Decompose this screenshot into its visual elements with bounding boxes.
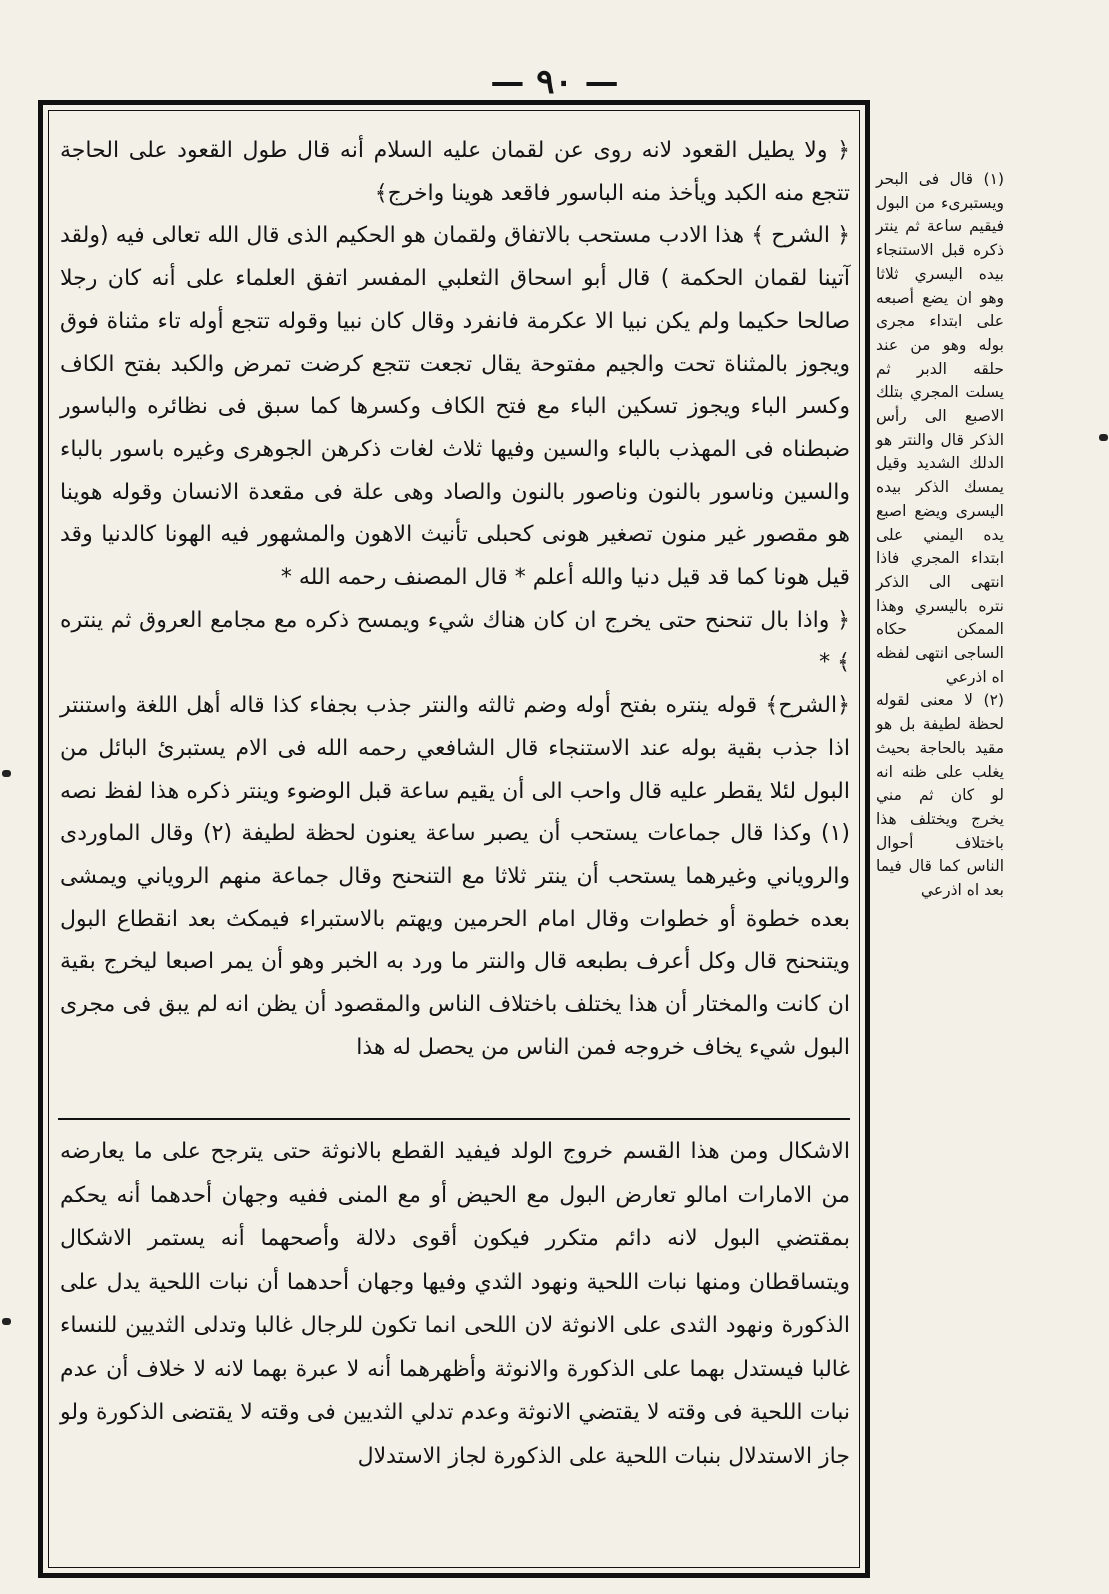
binding-hole-mark <box>1099 434 1108 441</box>
lower-commentary <box>60 1130 850 1478</box>
main-paragraph: ﴿الشرح﴾ قوله ينتره بفتح أوله وضم ثالثه والنتر جذب بجفاء كذا قاله أهل اللغة واستنتر اذا جذب بقية بوله عند الاستنجاء قال الشافعي رحمه الله فى الام يستبرئ البائل من البول لئلا يقطر عليه قال واحب الى أن يقيم ساعة قبل الوضوء وينتر ذكره هذا لفظ نصه (١) وكذا قال جماعات يستحب أن يصبر ساعة يعنون لحظة لطيفة (٢) وقال الماوردى والروياني وغيرهما يستحب أن ينتر ثلاثا مع التنحنح وقال جماعة منهم الروياني ويمشى بعده خطوة أو خطوات وقال امام الحرمين ويهتم بالاستبراء فيمكث بعد انقطاع البول ويتنحنح قال وكل أعرف بطبعه قال والنتر ما ورد به الخبر وهو أن يمر اصبعا ليخرج بقية ان كانت والمختار أن هذا يختلف باختلاف الناس والمقصود أن يظن انه لم يبق فى مجرى البول شيء يخاف خروجه فمن الناس من يحصل له هذا <box>60 693 850 1060</box>
page-number: — ٩٠ — <box>490 62 619 102</box>
margin-notes <box>876 168 1004 903</box>
main-paragraph: ﴿ الشرح ﴾ هذا الادب مستحب بالاتفاق ولقمان هو الحكيم الذى قال الله تعالى فيه (ولقد آتينا لقمان الحكمة ) قال أبو اسحاق الثعلبي المفسر اتفق العلماء على أنه كان رجلا صالحا حكيما ولم يكن نبيا الا عكرمة فانفرد وقال كان نبيا وقوله تتجع أوله تاء مثناة فوق ويجوز بالمثناة تحت والجيم مفتوحة يقال تجعت تتجع كرضت تمرض والكبد بفتح الكاف وكسر الباء ويجوز تسكين الباء مع فتح الكاف وكسرها كما سبق فى نظائره والباسور ضبطناه فى المهذب بالباء والسين وفيها ثلاث لغات ذكرهن الجوهرى وغيره باسور بالباء والسين وناسور بالنون وناصور بالنون والصاد وهى علة فى مقعدة الانسان وقوله هوينا هو مقصور غير منون تصغير هونى كحبلى تأنيث الاهون والمشهور فيه الهونا كالدنيا وقد قيل هونا كما قد قيل دنيا والله أعلم * قال المصنف رحمه الله * <box>60 223 850 591</box>
margin-note: (١) قال فى البحر ويستبرىء من البول فيقيم ساعة ثم ينتر ذكره قبل الاستنجاء بيده اليسري ثلاثا وهو ان يضع أصبعه على ابتداء مجرى بوله وهو من عند حلقه الدبر ثم يسلت المجري بتلك الاصبع الى رأس الذكر قال والنتر هو الدلك الشديد وقيل يمسك الذكر بيده اليسرى ويضع اصبع يده اليمني على ابتداء المجري فاذا انتهى الى الذكر نتره باليسري وهذا الممكن حكاه الساجى انتهى لفظه اه اذرعي <box>876 170 1004 686</box>
main-text <box>60 130 850 1069</box>
binding-hole-mark <box>2 1318 11 1325</box>
section-divider <box>58 1118 850 1120</box>
main-paragraph: ﴿ واذا بال تنحنح حتى يخرج ان كان هناك شيء ويمسح ذكره مع مجامع العروق ثم ينتره ﴾ * <box>60 607 850 676</box>
binding-hole-mark <box>2 770 11 777</box>
main-paragraph: ﴿ ولا يطيل القعود لانه روى عن لقمان عليه السلام أنه قال طول القعود على الحاجة تتجع منه الكبد ويأخذ منه الباسور فاقعد هوينا واخرج﴾ <box>60 138 850 206</box>
commentary-paragraph: الاشكال ومن هذا القسم خروج الولد فيفيد القطع بالانوثة حتى يترجح على ما يعارضه من الامارات امالو تعارض البول مع الحيض أو مع المنى ففيه وجهان أحدهما أنه يحكم بمقتضي البول لانه دائم متكرر فيكون أقوى دلالة وأصحهما أنه يستمر الاشكال ويتساقطان ومنها نبات اللحية ونهود الثدي وفيها وجهان أحدهما أن نبات اللحية يدل على الذكورة ونهود الثدى على الانوثة لان اللحى انما تكون للرجال غالبا وتدلى الثديين للنساء غالبا فيستدل بهما على الذكورة والانوثة وأظهرهما أنه لا عبرة بهما لانه لا خلاف أن عدم نبات اللحية فى وقته لا يقتضي الانوثة وعدم تدلي الثديين فى وقته لا يقتضى الذكورة ولو جاز الاستدلال بنبات اللحية على الذكورة لجاز الاستدلال <box>60 1139 850 1469</box>
margin-note: (٢) لا معنى لقوله لحظة لطيفة بل هو مقيد بالحاجة بحيث يغلب على ظنه انه لو كان ثم مني يخرج ويختلف هذا باختلاف أحوال الناس كما قال فيما بعد اه اذرعي <box>876 691 1004 900</box>
